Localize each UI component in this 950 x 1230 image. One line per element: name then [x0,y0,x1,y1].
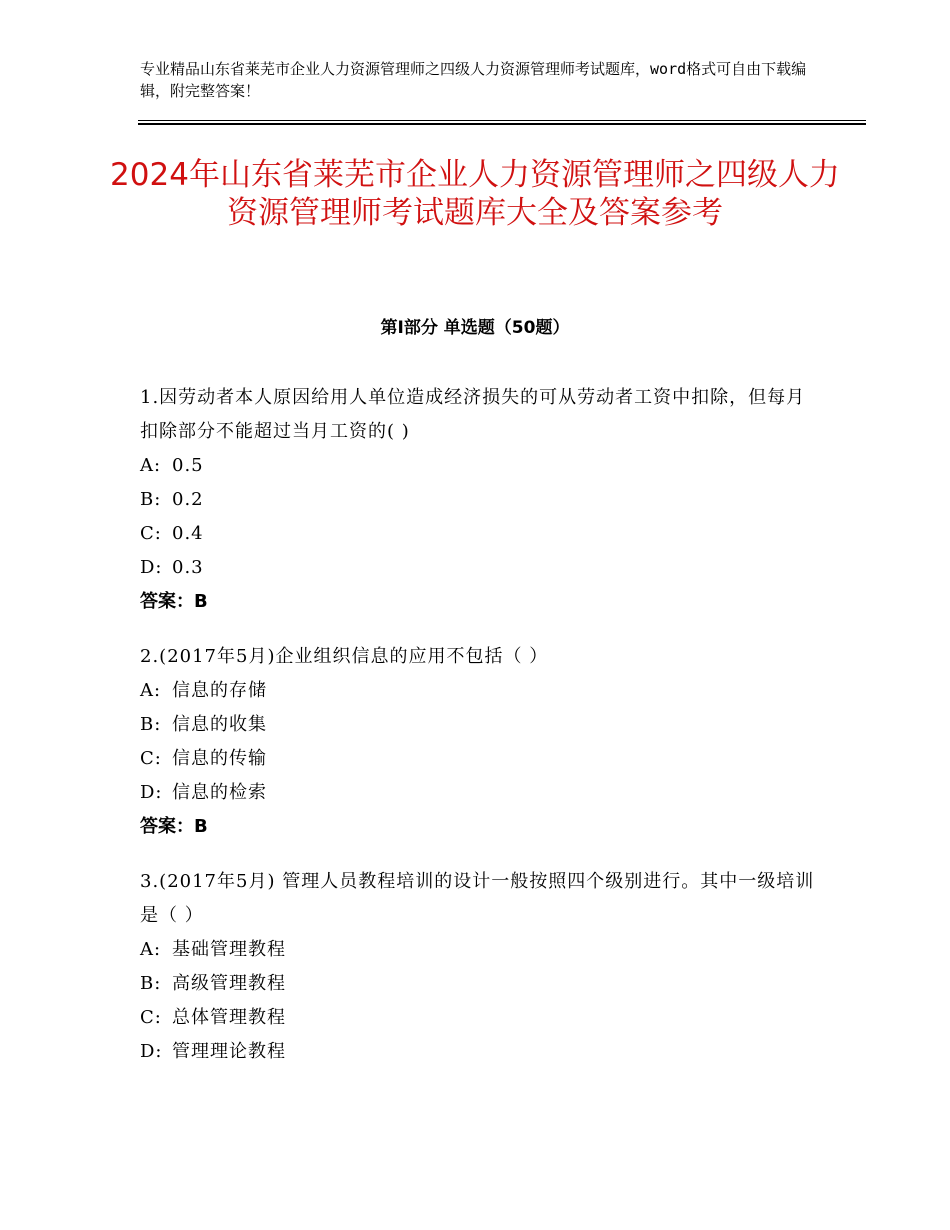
option-text: 0.4 [172,523,204,544]
answer: 答案：B [140,816,208,837]
option-text: 信息的检索 [172,782,267,803]
option-letter: B: [140,489,162,510]
header-rule-top [138,120,866,121]
option-a [140,933,820,967]
option-text: 管理理论教程 [172,1041,286,1062]
option-d [140,1035,820,1069]
header-note: 专业精品山东省莱芜市企业人力资源管理师之四级人力资源管理师考试题库，word格式可自由下载编辑，附完整答案！ [140,60,807,100]
question-text: 1.因劳动者本人原因给用人单位造成经济损失的可从劳动者工资中扣除，但每月扣除部分不能超过当月工资的( ) [140,387,806,442]
option-b [140,483,820,517]
option-text: 0.3 [172,557,204,578]
question-2 [140,640,820,844]
option-letter: D: [140,782,163,803]
option-letter: B: [140,714,162,735]
option-text: 总体管理教程 [172,1007,286,1028]
option-text: 基础管理教程 [172,939,286,960]
option-letter: C: [140,523,162,544]
section-heading: 第Ⅰ部分 单选题（50题） [380,318,570,338]
option-text: 0.5 [172,455,204,476]
option-b [140,708,820,742]
option-letter: A: [140,455,162,476]
option-d [140,776,820,810]
option-b [140,967,820,1001]
question-list [140,381,820,1090]
option-letter: C: [140,1007,162,1028]
option-letter: B: [140,973,162,994]
option-letter: C: [140,748,162,769]
header-rule-bottom [138,123,866,125]
option-text: 高级管理教程 [172,973,286,994]
option-text: 信息的存储 [172,680,267,701]
option-c [140,742,820,776]
option-letter: D: [140,557,163,578]
question-1 [140,381,820,619]
option-c [140,517,820,551]
option-letter: D: [140,1041,163,1062]
option-text: 信息的传输 [172,748,267,769]
option-letter: A: [140,939,162,960]
document-title: 2024年山东省莱芜市企业人力资源管理师之四级人力资源管理师考试题库大全及答案参考 [110,157,840,231]
option-text: 0.2 [172,489,204,510]
question-3 [140,865,820,1069]
option-a [140,449,820,483]
option-a [140,674,820,708]
option-letter: A: [140,680,162,701]
option-d [140,551,820,585]
question-text: 3.(2017年5月) 管理人员教程培训的设计一般按照四个级别进行。其中一级培训是（ ） [140,871,815,926]
answer: 答案：B [140,591,208,612]
question-text: 2.(2017年5月)企业组织信息的应用不包括（ ） [140,646,549,667]
option-c [140,1001,820,1035]
option-text: 信息的收集 [172,714,267,735]
